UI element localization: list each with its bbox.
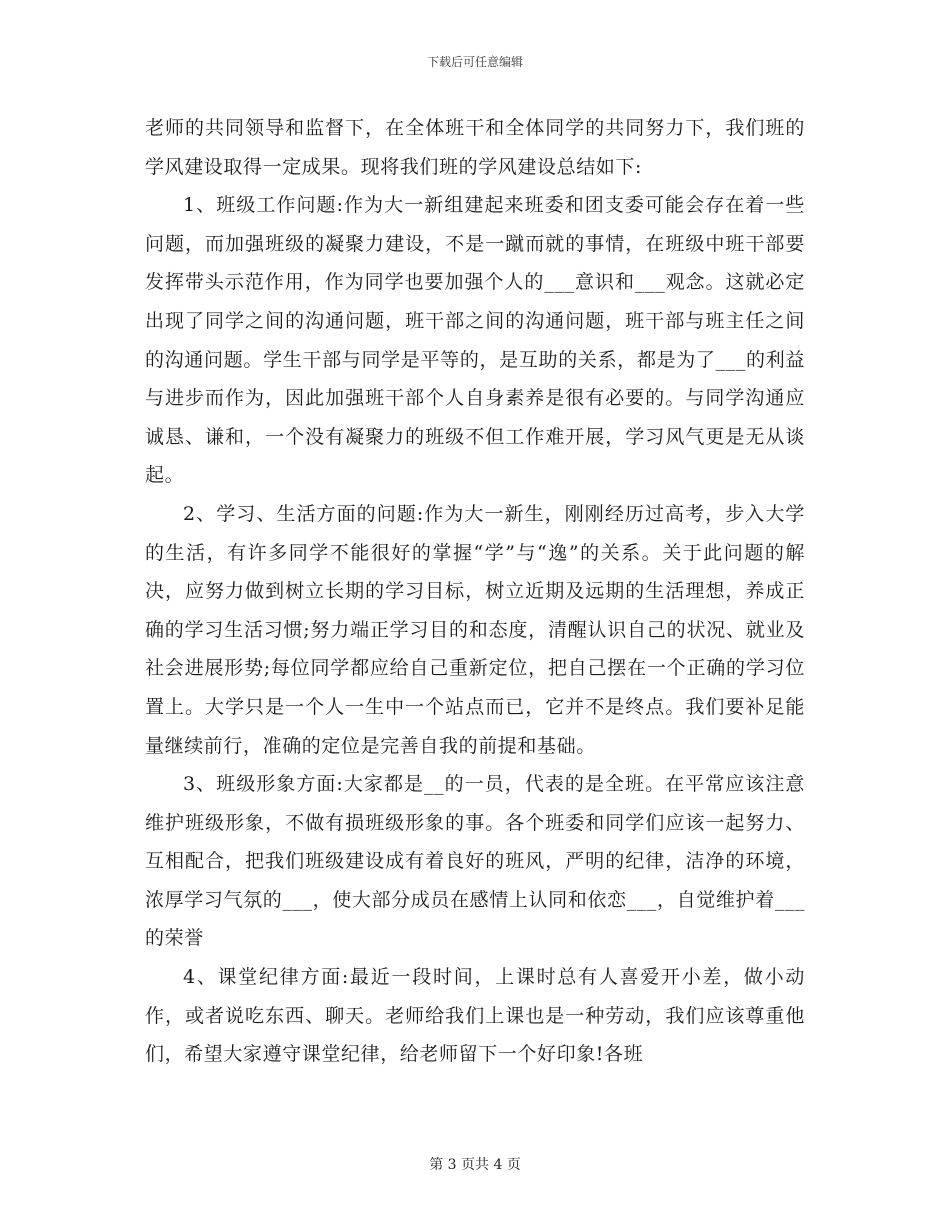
paragraph-class-image: 3、班级形象方面:大家都是__的一员，代表的是全班。在平常应该注意维护班级形象，不做有损班级形象的事。各个班委和同学们应该一起努力、互相配合，把我们班级建设成有着良好的班风，严明的纪律，洁净的环境，浓厚学习气氛的___，使大部分成员在感情上认同和依恋___，自觉维护着___的荣誉 bbox=[145, 773, 805, 950]
paragraph-class-work: 1、班级工作问题:作为大一新组建起来班委和团支委可能会存在着一些问题，而加强班级的凝聚力建设，不是一蹴而就的事情，在班级中班干部要发挥带头示范作用，作为同学也要加强个人的___意识和___观念。这就必定出现了同学之间的沟通问题，班干部之间的沟通问题，班干部与班主任之间的沟通问题。学生干部与同学是平等的，是互助的关系，都是为了___的利益与进步而作为，因此加强班干部个人自身素养是很有必要的。与同学沟通应诚恳、谦和，一个没有凝聚力的班级不但工作难开展，学习风气更是无从谈起。 bbox=[145, 194, 805, 487]
document-body bbox=[145, 109, 805, 1074]
paragraph-classroom-discipline: 4、课堂纪律方面:最近一段时间，上课时总有人喜爱开小差，做小动作，或者说吃东西、聊天。老师给我们上课也是一种劳动，我们应该尊重他们，希望大家遵守课堂纪律，给老师留下一个好印象!各班 bbox=[145, 966, 805, 1066]
page-footer: 第 3 页共 4 页 bbox=[429, 1157, 521, 1173]
page-header: 下载后可任意编辑 bbox=[426, 55, 523, 69]
paragraph-study-life: 2、学习、生活方面的问题:作为大一新生，刚刚经历过高考，步入大学的生活，有许多同学不能很好的掌握“学”与“逸”的关系。关于此问题的解决，应努力做到树立长期的学习目标，树立近期及远期的生活理想，养成正确的学习生活习惯;努力端正学习目的和态度，清醒认识自己的状况、就业及社会进展形势;每位同学都应给自己重新定位，把自己摆在一个正确的学习位置上。大学只是一个人一生中一个站点而已，它并不是终点。我们要补足能量继续前行，准确的定位是完善自我的前提和基础。 bbox=[145, 502, 805, 757]
paragraph-intro: 老师的共同领导和监督下，在全体班干和全体同学的共同努力下，我们班的学风建设取得一定成果。现将我们班的学风建设总结如下: bbox=[145, 117, 805, 178]
